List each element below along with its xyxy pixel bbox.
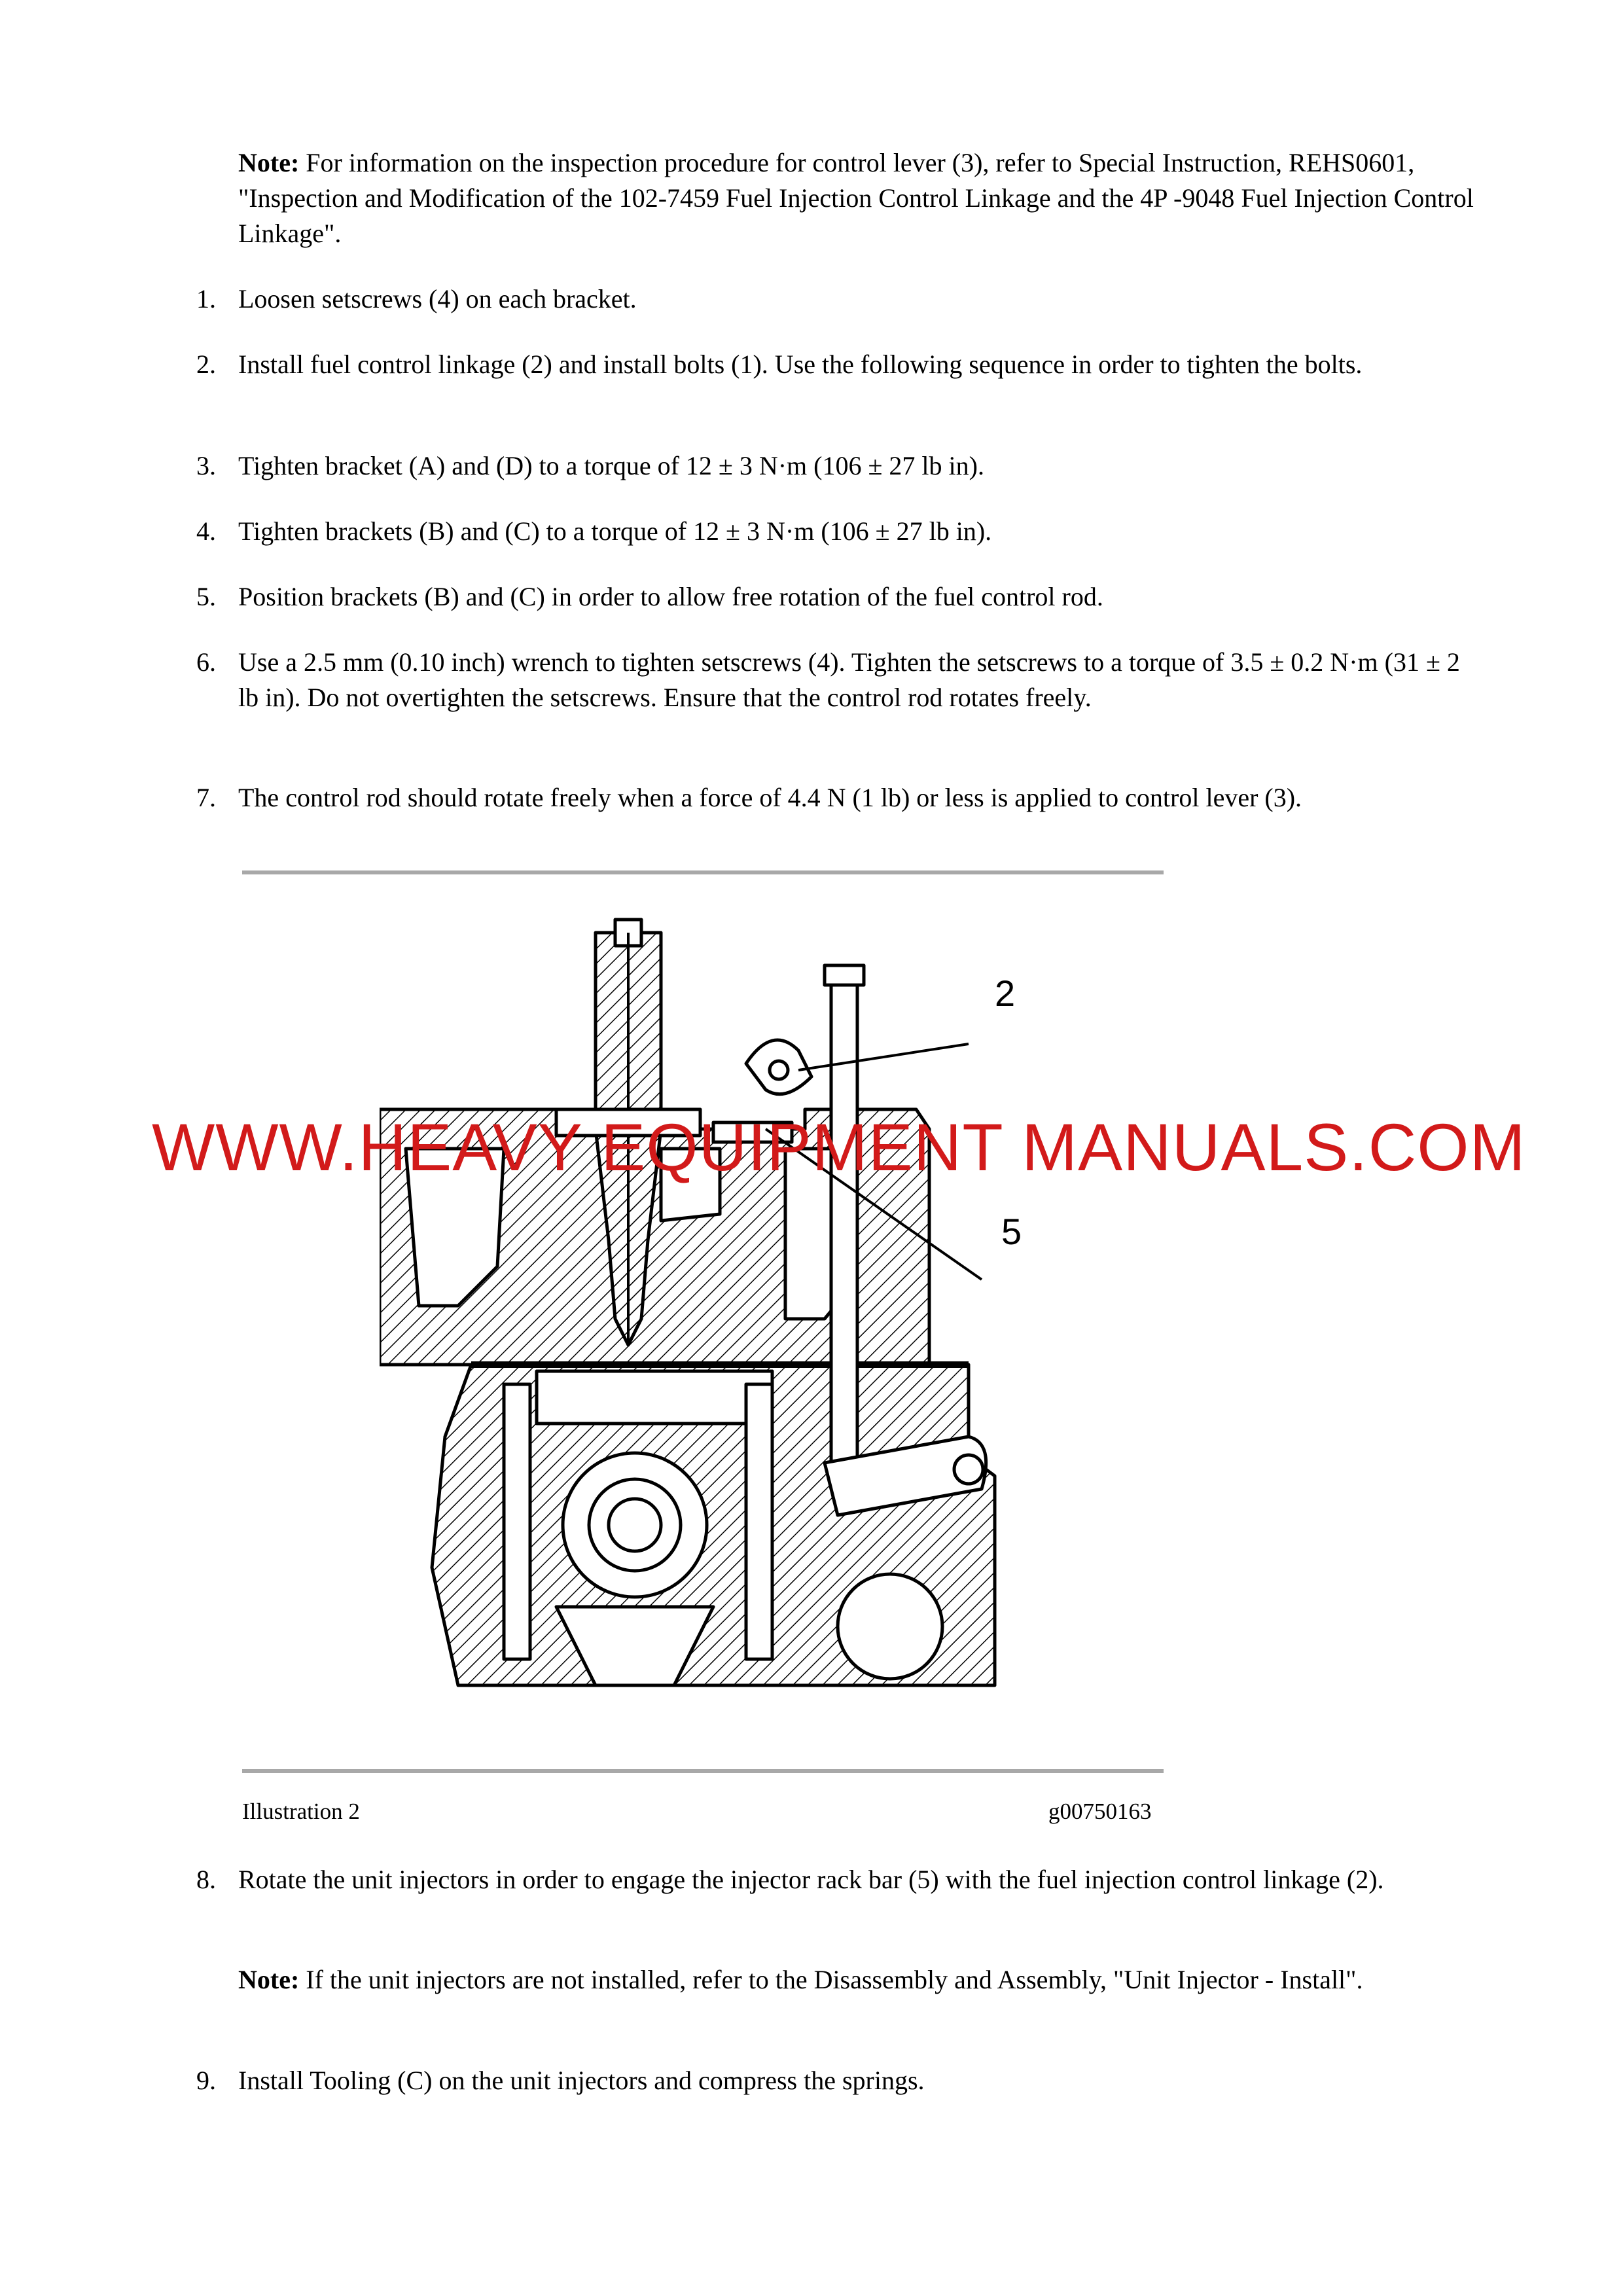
note-label: Note:	[238, 1965, 300, 1994]
figure-top-rule	[242, 870, 1164, 874]
step-number: 4.	[196, 516, 216, 546]
figure-id: g00750163	[1048, 1799, 1152, 1824]
note-label: Note:	[238, 148, 300, 177]
step-number: 1.	[196, 284, 216, 314]
note-text: For information on the inspection procedure for control lever (3), refer to Special Instruction, REHS0601, "Inspection and Modification of the 102-7459 Fuel Injection Control Linkage and the 4P -9048 Fuel Injection Control Linkage".	[238, 148, 1474, 248]
step-text: Position brackets (B) and (C) in order to allow free rotation of the fuel control rod.	[238, 582, 1103, 611]
step-text: Use a 2.5 mm (0.10 inch) wrench to tighten setscrews (4). Tighten the setscrews to a torque of 3.5 ± 0.2 N·m (31 ± 2 lb in). Do not overtighten the setscrews. Ensure that the control rod rotates freely.	[238, 647, 1460, 712]
step-text: Install fuel control linkage (2) and install bolts (1). Use the following sequence in order to tighten the bolts.	[238, 350, 1363, 379]
step-number: 6.	[196, 647, 216, 677]
step-text: The control rod should rotate freely when a force of 4.4 N (1 lb) or less is applied to control lever (3).	[238, 783, 1302, 812]
step-text: Install Tooling (C) on the unit injectors and compress the springs.	[238, 2066, 925, 2095]
step-number: 7.	[196, 783, 216, 812]
figure-bottom-rule	[242, 1769, 1164, 1773]
step-number: 5.	[196, 582, 216, 611]
note-text: If the unit injectors are not installed, refer to the Disassembly and Assembly, "Unit Injector - Install".	[299, 1965, 1363, 1994]
step-text: Tighten bracket (A) and (D) to a torque of 12 ± 3 N·m (106 ± 27 lb in).	[238, 451, 984, 480]
step-number: 2.	[196, 350, 216, 379]
step-text: Tighten brackets (B) and (C) to a torque of 12 ± 3 N·m (106 ± 27 lb in).	[238, 516, 992, 546]
note-bottom	[238, 1962, 1482, 1998]
step-number: 3.	[196, 451, 216, 480]
step-text: Loosen setscrews (4) on each bracket.	[238, 284, 637, 314]
callout-2: 2	[995, 973, 1016, 1014]
callout-5: 5	[1001, 1211, 1022, 1252]
step-number: 9.	[196, 2066, 216, 2095]
engine-cross-section-illustration	[380, 913, 1034, 1738]
watermark: WWW.HEAVY EQUIPMENT MANUALS.COM	[152, 1110, 1526, 1185]
step-text: Rotate the unit injectors in order to engage the injector rack bar (5) with the fuel injection control linkage (2).	[238, 1865, 1384, 1894]
step-number: 8.	[196, 1865, 216, 1894]
figure-caption: Illustration 2	[242, 1799, 360, 1824]
note-top	[238, 145, 1482, 251]
